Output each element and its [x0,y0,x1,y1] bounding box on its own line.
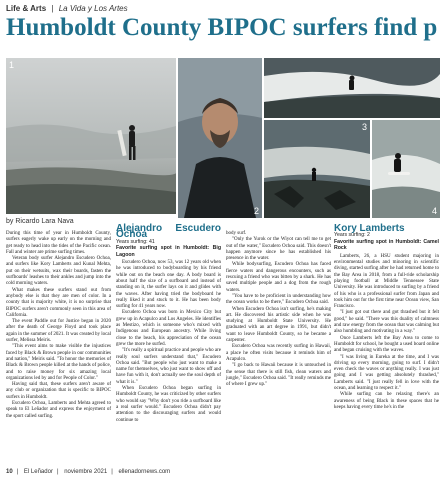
paragraph: "I was living in Eureka at the time, and I was driving up every morning, going to surf. I didn't even check the waves or anything really. I was just going and I was getting absolutely thrashed," Lamberts said. "I just really fell in love with the ocean, and learning to respect it." [334,354,439,392]
photo-shore [264,120,370,218]
profile-meta [116,239,221,259]
paragraph: Escudero Ochoa was recently surfing in Hawaii, a place he often visits because it reminds him of Acapulco. [226,344,331,362]
page-number: 10 [6,469,13,475]
photo-number: 1 [9,60,15,70]
paragraph: "It's really a spiritual practice and people who are really soul surfers understand that," Escudero Ochoa said. "But people who just want to make a name for themselves, who just want to show off and have fun with it, don't actually see the soul depth of what it is." [116,348,222,385]
section-primary: Life & Arts [6,4,47,13]
photo-number: 3 [361,122,367,132]
publication-name: El Leñador [23,469,53,475]
section-secondary: La Vida y Los Artes [58,4,128,13]
photo-portrait [178,58,262,218]
article-column-4 [334,221,439,411]
page-footer: 10 | El Leñador | noviembre 2021 | ellenadornews.com [6,469,171,475]
paragraph: When Escudero Ochoa began surfing in Humboldt County, he was criticized by other surfers who would say "Why don't you ride a surfboard like a real surfer would." Escudero Ochoa didn't pay attention to the discouraging surfers and would continue to [116,386,221,423]
photo-number: 2 [253,206,259,216]
article-column-1 [6,231,111,420]
byline: by Ricardo Lara Nava [6,218,74,225]
favorite-spot: Favorite surfing spot in Humboldt: Camel Rock [334,238,439,252]
paragraph: Escudero Ochoa, now 53, was 12 years old when he was introduced to bodyboarding by his friend while out on the beach one day. A body board is about half the size of a surfboard and instead of standing on it, the surfer lays on it and glides with the waves. After having tried the bodyboard he really liked it and stuck to it. He has been body surfing for 41 years now. [116,260,221,310]
paragraph: body surf. [226,231,247,236]
profile-name: Kory Lamberts [334,223,405,234]
kory-image [372,120,440,218]
paragraph: While surfing can be relaxing there's an awareness of being Black in these spaces that he keeps having every time he's in the [334,392,439,410]
favorite-spot: Favorite surfing spot in Humboldt: Big Lagoon [116,245,221,258]
paragraph: Escudero Ochoa was born in Mexico City but grew up in Acapulco and Los Angeles. He identifies as Mestizo, which is someone who's mixed with Indigenous and European ancestry. While living close to the beach, his appreciation of the ocean grew the more he surfed. [116,310,221,347]
profile-name: Alejandro Escudero Ochoa [116,223,221,241]
photo-wave [264,58,440,118]
paragraph: "I just got out there and got thrashed but it felt good," he said. "There was this duality of calmness and raw energy from the ocean that was calming but also humbling and motivating in a way." [334,310,439,335]
paragraph: "You have to be proficient in understanding how the ocean works to be there," Escudero Ochoa said. [226,293,331,306]
section-header [6,4,128,13]
portrait-image [178,58,262,218]
article-column-3 [226,231,331,388]
paragraph: Escudero Ochoa, Lamberts and Mehta agreed to speak to El Leñador and express the enjoyment of the sport called surfing. [6,401,111,419]
shore-image [264,120,370,218]
photo-number: 4 [431,206,437,216]
section-divider: | [51,4,54,13]
years-surfing: Years surfing: 2 [334,232,370,239]
beach-image [6,58,176,214]
issue-date: noviembre 2021 [64,469,108,475]
website: ellenadornews.com [118,469,171,475]
years-surfing: Years surfing: 41 [116,238,155,245]
paragraph: Lamberts, 26, a HSU student majoring in environmental studies and minoring in scientific diving, started surfing after he had returned home to the Bay Area in 2018, from a full-ride scholarship playing football at Middle Tennessee State University. He was introduced to surfing by a friend of his who is a professional surfer from Japan and took him out for the first time near Ocean view, San Francisco. [334,253,439,310]
paragraph: During this time of year in Humboldt County, surfers eagerly wake up early on the morning and get ready to head into the tides of the Pacific ocean. Fall and winter are prime surfing times. [6,231,111,255]
article-column-2 [116,221,221,424]
paragraph: Having said that, these surfers aren't aware of any club or organization that is specific to BIPOC surfers in Humboldt. [6,382,111,400]
paragraph: When Escudero Ochoa isn't surfing, he's making art. He discovered his artistic side when he was studying at Humboldt State University. He graduated with an art degree in 1991, but didn't want to leave Humboldt County, so he became a carpenter. [226,306,331,344]
photo-beach [6,58,176,214]
paragraph: Once Lamberts left the Bay Area to come to Humboldt for school, he bought a used board online and began cruising with the waves. [334,335,439,354]
photo-kory [372,120,440,218]
paragraph: What makes these surfers stand out from anybody else is that they are men of color. In a county that is majority white, it is no surprise that BIPOC surfers aren't commonly seen in this area of California. [6,287,111,318]
paragraph: Veteran body surfer Alejandro Escudero Ochoa, and surfers like Kory Lamberts and Kunal Mehta, put on their wetsuits, wax their boards, fasten the surfboards' leashes to their ankles and jump into the cold morning waters. [6,256,111,287]
paragraph: The event Paddle out for Justice began in 2020 after the death of George Floyd and took place again in the summer of 2021. It was created by local surfer, Melissa Meiris. [6,319,111,344]
profile-meta [334,232,439,252]
paragraph: "This event aims to make visible the injustices faced by Black & Brown people in our communities and nation," Meiris said. "To honor the memories of Black & Brown people killed at the hands of police, and to raise money for six amazing local organizations led by and for People of Color." [6,344,111,381]
paragraph: "I go back to Hawaii because it is untouched in the sense that there is still fish, clean waters and jungle," Escudero Ochoa said. "It really reminds me of where I grew up." [226,363,331,388]
paragraph: While bodysurfing, Escudero Ochoa has faced fierce waters and dangerous encounters, such as rescuing a friend who was bitten by a shark. He has saved multiple people and a dog from the rough waters. [226,262,331,293]
paragraph: "Only the Yurok or the Wiyot can tell me to get out of the water," Escudero Ochoa said. This doesn't happen anymore since he has established his presence in the water. [226,237,331,262]
wave-image [264,58,440,118]
headline: Humboldt County BIPOC surfers find p [6,14,438,41]
